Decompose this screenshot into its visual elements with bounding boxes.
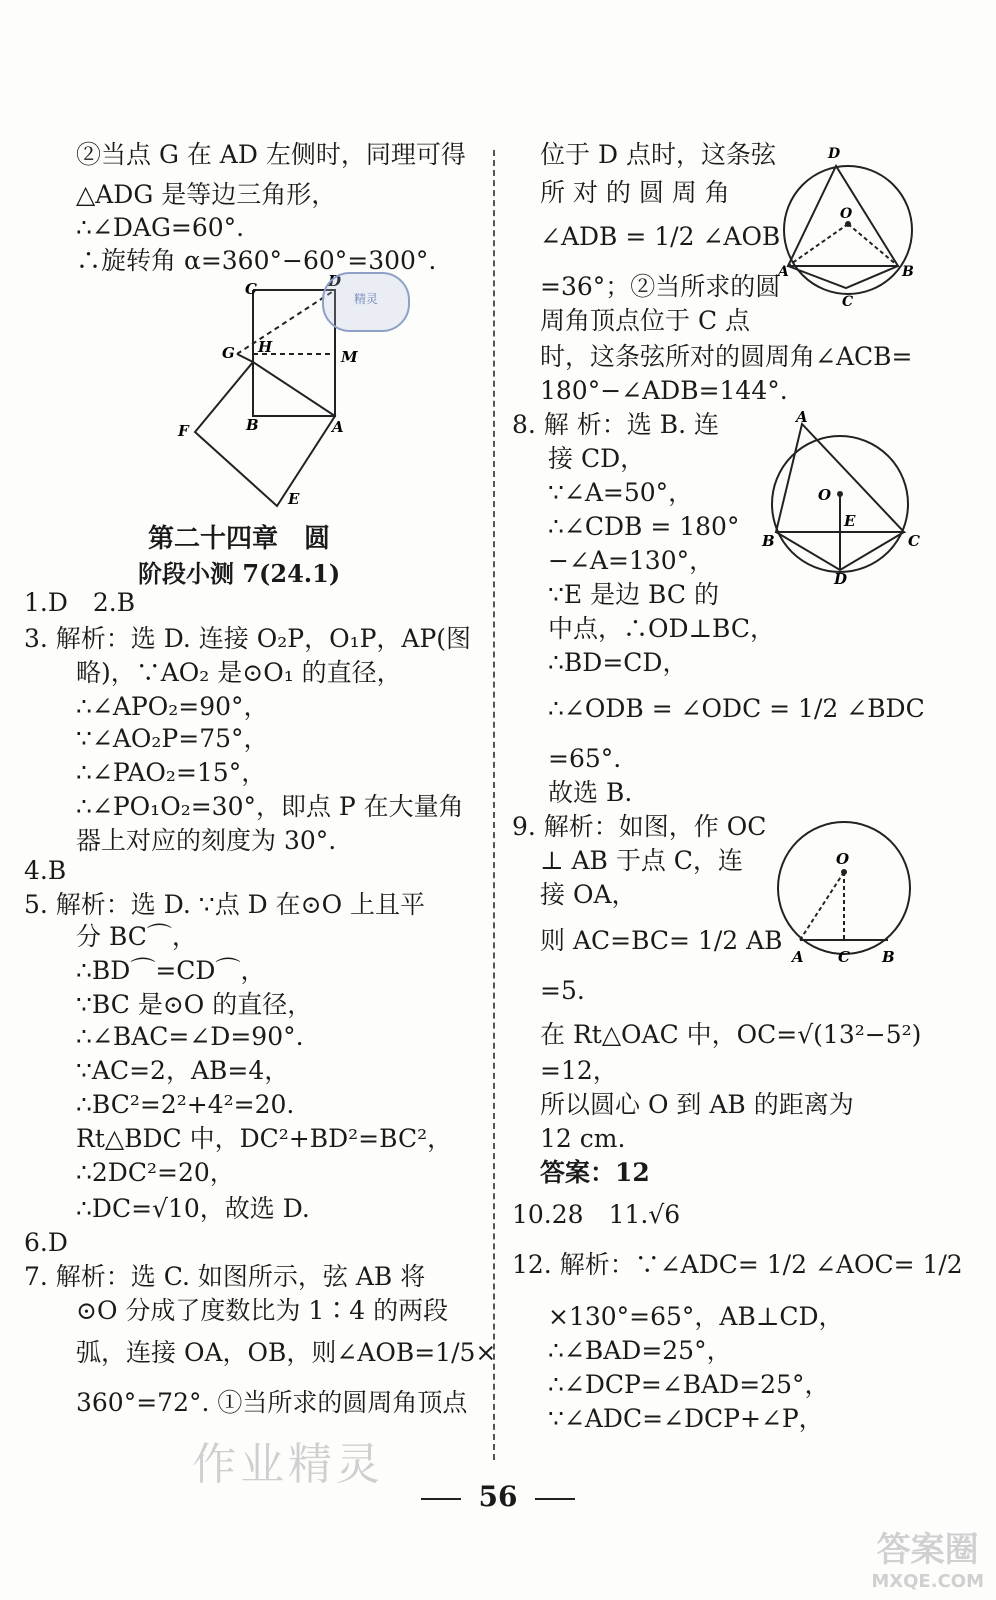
label-D: D [828, 146, 841, 162]
text-line: ∴∠ODB = ∠ODC = 1/2 ∠BDC [548, 694, 925, 723]
text-line: ∵∠A=50°， [548, 478, 694, 507]
text-line: ∵∠ADC=∠DCP+∠P， [548, 1404, 824, 1433]
text-line: ∴∠CDB = 180° [548, 512, 740, 541]
site-logo [871, 1522, 984, 1592]
label-E: E [844, 512, 856, 530]
text-line: 所 对 的 圆 周 角 [540, 178, 730, 207]
label-B: B [882, 948, 895, 966]
circle-figure-q8 [760, 410, 930, 585]
answer-line: ∵∠AO₂P=75°， [76, 724, 269, 753]
answer-text: 答案：12 [540, 1158, 650, 1187]
text-line: 接 OA， [540, 880, 637, 909]
label-D: D [834, 570, 848, 585]
text-line: ②当点 G 在 AD 左侧时，同理可得 [76, 140, 466, 169]
text-line: 9. 解析：如图，作 OC [512, 812, 767, 841]
text-line: △ADG 是等边三角形， [76, 180, 337, 209]
answer-line: ∴BD⌒=CD⌒， [76, 956, 266, 985]
label-C: C [245, 280, 257, 298]
answer-line: Rt△BDC 中，DC²+BD²=BC²， [76, 1124, 453, 1153]
text-line: ⊥ AB 于点 C，连 [540, 846, 743, 875]
text-line: =36°；②当所求的圆 [540, 272, 781, 301]
text-line: ∴∠BAD=25°， [548, 1336, 732, 1365]
label-D: D [328, 272, 342, 290]
answer-line: ⊙O 分成了度数比为 1∶4 的两段 [76, 1296, 449, 1325]
answer-line: ∴∠PO₁O₂=30°，即点 P 在大量角 [76, 792, 464, 821]
answer-line: 分 BC⌒， [76, 922, 197, 951]
answer-line: 5. 解析：选 D. ∵点 D 在⊙O 上且平 [24, 890, 426, 919]
text-line: ∴∠DAG=60°. [76, 213, 245, 242]
answer-line: ∴BC²=2²+4²=20. [76, 1090, 295, 1119]
label-B: B [902, 264, 914, 280]
logo-line2: MXQE.COM [871, 1571, 984, 1592]
text-line: 在 Rt△OAC 中，OC=√(13²−5²) [540, 1020, 922, 1049]
circle-figure-q7 [776, 138, 926, 308]
stamp [322, 272, 410, 332]
text-line: 10.28 11.√6 [512, 1200, 681, 1229]
label-E: E [288, 490, 300, 508]
text-line: =5. [540, 976, 585, 1005]
label-B: B [762, 532, 775, 550]
text-line: 故选 B. [548, 778, 633, 807]
label-C: C [838, 948, 850, 966]
stamp-text: 精灵 [353, 292, 378, 306]
answer-line: ∴DC=√10，故选 D. [76, 1194, 310, 1223]
label-O: O [836, 850, 850, 868]
answer-line: ∴∠PAO₂=15°， [76, 758, 267, 787]
answer-line: 器上对应的刻度为 30°. [76, 826, 337, 855]
label-B: B [246, 416, 259, 434]
label-C: C [908, 532, 920, 550]
circle-figure-q9 [770, 812, 920, 972]
page-number [0, 1480, 996, 1513]
watermark: 作业精灵 [192, 1439, 384, 1490]
label-F: F [178, 422, 189, 440]
answer-line: 4.B [24, 856, 67, 885]
text-line: 接 CD， [548, 444, 646, 473]
answer-line: ∴∠BAC=∠D=90°. [76, 1022, 304, 1051]
answer-line: ∴∠APO₂=90°， [76, 692, 269, 721]
text-line: 12 cm. [540, 1124, 626, 1153]
text-line: ∴BD=CD， [548, 648, 688, 677]
text-line: ×130°=65°，AB⊥CD， [548, 1302, 844, 1331]
label-M: M [341, 348, 358, 366]
text-line: ∵E 是边 BC 的 [548, 580, 719, 609]
text-line: 则 AC=BC= 1/2 AB [540, 926, 783, 955]
answer-line: 3. 解析：选 D. 连接 O₂P，O₁P，AP(图 [24, 624, 472, 653]
text-line: ∴旋转角 α=360°−60°=300°. [76, 246, 437, 275]
text-line: =65°. [548, 744, 622, 773]
section-title: 阶段小测 7(24.1) [138, 559, 341, 588]
answer-line: 6.D [24, 1228, 68, 1257]
answer-line: 弧，连接 OA，OB，则∠AOB=1/5× [76, 1338, 497, 1367]
label-A: A [792, 948, 804, 966]
text-line: =12， [540, 1056, 618, 1085]
text-line: ∠ADB = 1/2 ∠AOB [540, 222, 781, 251]
answer-line: 360°=72°. ①当所求的圆周角顶点 [76, 1388, 468, 1417]
label-H: H [258, 338, 273, 356]
text-line: 周角顶点位于 C 点 [540, 306, 751, 335]
label-C: C [842, 294, 854, 308]
answer-line: 略)，∵AO₂ 是⊙O₁ 的直径， [76, 658, 402, 687]
text-line: 位于 D 点时，这条弦 [540, 140, 776, 169]
label-G: G [222, 344, 235, 362]
text-line: 时，这条弦所对的圆周角∠ACB= [540, 342, 913, 371]
answer-line: 1.D 2.B [24, 588, 136, 617]
logo-line1: 答案圈 [876, 1530, 979, 1570]
label-O: O [840, 206, 853, 222]
answer-line: ∵BC 是⊙O 的直径， [76, 990, 313, 1019]
column-divider [493, 150, 495, 1460]
answer-line: ∵AC=2，AB=4， [76, 1056, 290, 1085]
answer-line: 7. 解析：选 C. 如图所示，弦 AB 将 [24, 1262, 426, 1291]
text-line: 中点，∴OD⊥BC， [548, 614, 776, 643]
text-line: −∠A=130°， [548, 546, 715, 575]
text-line: ∴∠DCP=∠BAD=25°， [548, 1370, 830, 1399]
text-line: 180°−∠ADB=144°. [540, 376, 788, 405]
label-A: A [796, 410, 808, 426]
label-O: O [818, 486, 832, 504]
text-line: 所以圆心 O 到 AB 的距离为 [540, 1090, 854, 1119]
label-A: A [778, 264, 789, 280]
page-number-text: 56 [478, 1480, 518, 1513]
label-A: A [332, 418, 344, 436]
chapter-title: 第二十四章 圆 [148, 524, 331, 554]
answer-line: ∴2DC²=20， [76, 1158, 235, 1187]
text-line: 8. 解 析：选 B. 连 [512, 410, 719, 439]
text-line: 12. 解析：∵∠ADC= 1/2 ∠AOC= 1/2 [512, 1250, 963, 1279]
